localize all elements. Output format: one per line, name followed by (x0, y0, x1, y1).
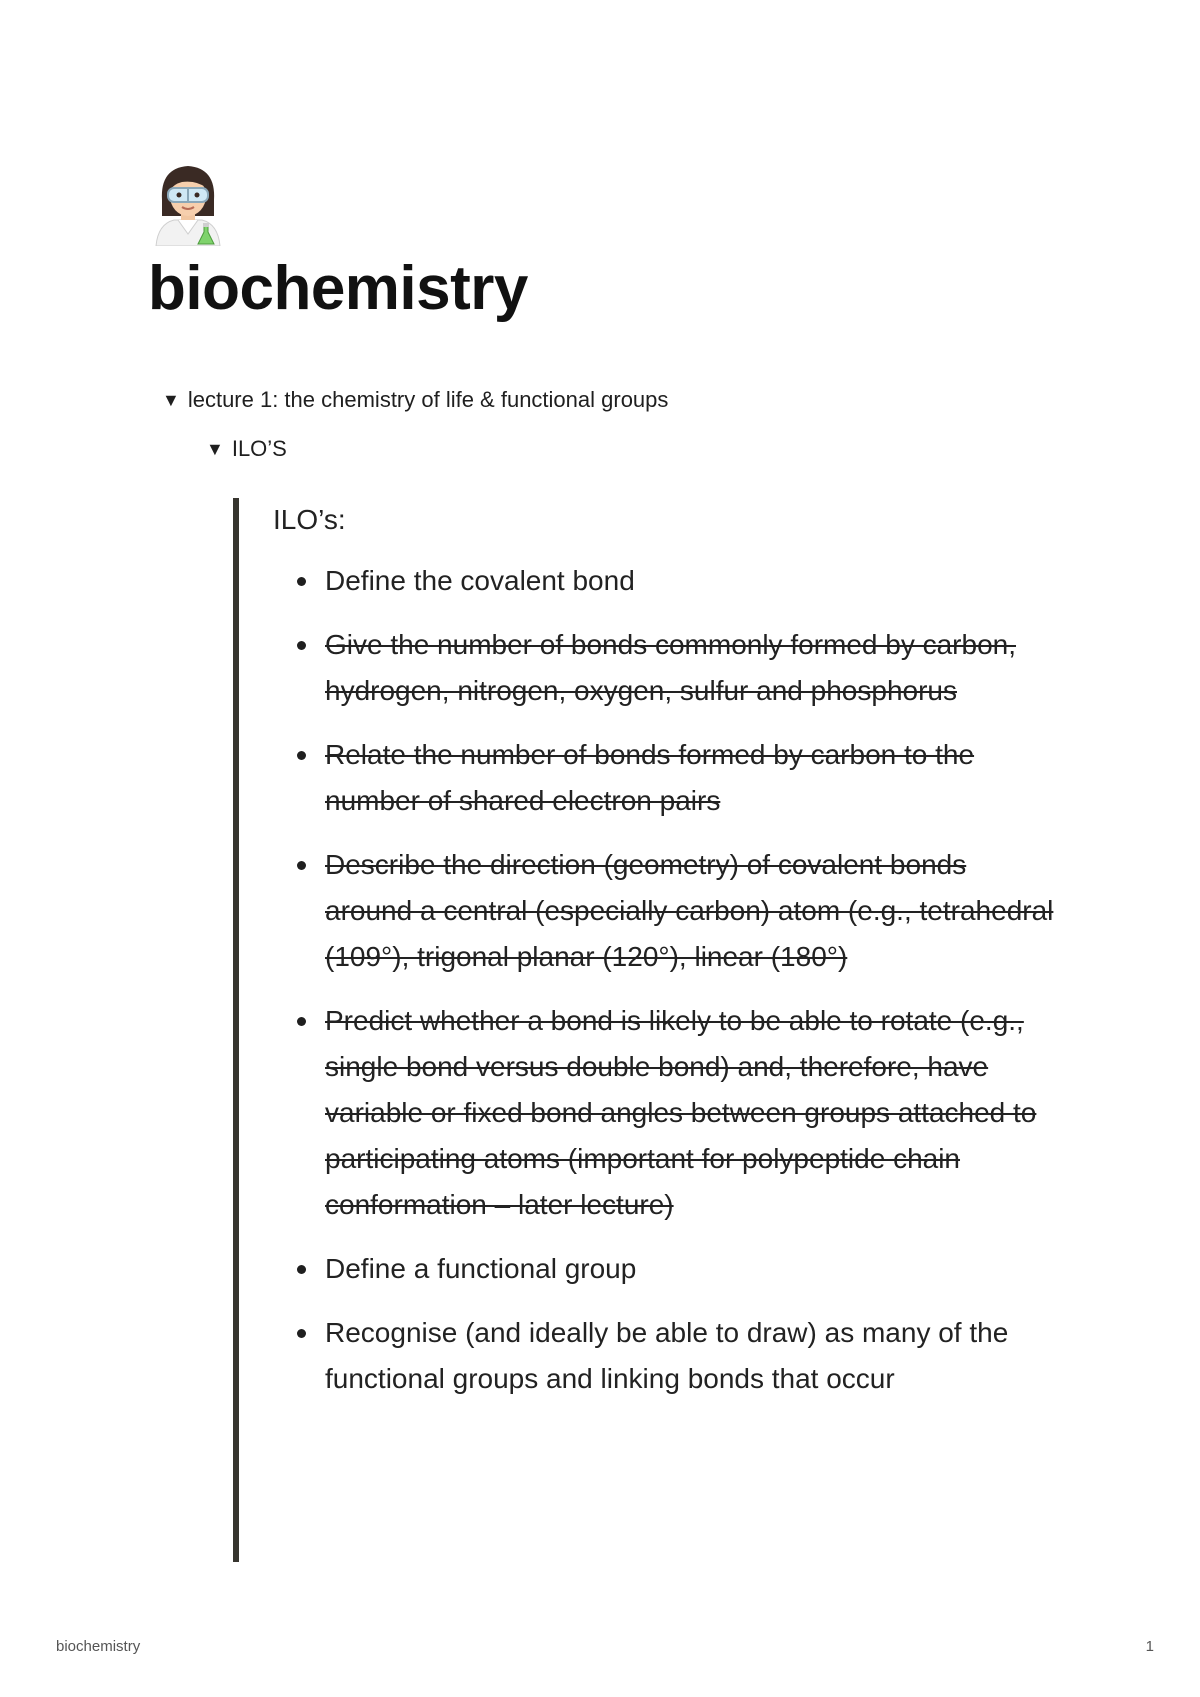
bullet-icon (297, 1017, 306, 1026)
ilo-item-text: Predict whether a bond is likely to be able to rotate (e.g., single bond versus double bond) and, therefore, have variable or fixed bond angles between groups attached to participating atoms (important for polypeptide chain conformation – later lecture) (325, 1005, 1037, 1220)
ilo-list-item (267, 558, 1057, 604)
ilo-quote-block (233, 498, 1075, 1562)
bullet-icon (297, 1329, 306, 1338)
bullet-icon (297, 751, 306, 760)
bullet-icon (297, 861, 306, 870)
ilo-list-item (267, 732, 1057, 824)
ilo-item-text: Give the number of bonds commonly formed by carbon, hydrogen, nitrogen, oxygen, sulfur and phosphorus (325, 629, 1017, 706)
ilo-item-text: Recognise (and ideally be able to draw) as many of the functional groups and linking bonds that occur (325, 1317, 1009, 1394)
ilo-list (267, 558, 1057, 1420)
bullet-icon (297, 641, 306, 650)
ilo-item-text: Relate the number of bonds formed by carbon to the number of shared electron pairs (325, 739, 975, 816)
toggle-ilos-label: ILO’S (231, 436, 287, 461)
scientist-emoji-icon (152, 160, 224, 246)
page-title: biochemistry (148, 254, 528, 323)
ilo-list-item (267, 622, 1057, 714)
ilo-item-text: Define a functional group (325, 1253, 637, 1284)
triangle-down-icon[interactable]: ▼ (162, 390, 180, 410)
toggle-lecture-1-label: lecture 1: the chemistry of life & functional groups (187, 387, 669, 412)
ilo-list-item (267, 842, 1057, 980)
triangle-down-icon[interactable]: ▼ (206, 439, 224, 459)
ilo-heading: ILO’s: (273, 504, 346, 535)
toggle-lecture-1[interactable] (162, 389, 668, 411)
toggle-ilos[interactable] (206, 438, 287, 460)
ilo-list-item (267, 998, 1057, 1228)
footer-page-number: 1 (1145, 1638, 1154, 1655)
footer-document-title: biochemistry (56, 1638, 141, 1655)
bullet-icon (297, 577, 306, 586)
bullet-icon (297, 1265, 306, 1274)
ilo-item-text: Describe the direction (geometry) of covalent bonds around a central (especially carbon) atom (e.g., tetrahedral (109°), trigonal planar (120°), linear (180°) (325, 849, 1054, 972)
ilo-list-item (267, 1310, 1057, 1402)
ilo-item-text: Define the covalent bond (325, 565, 635, 596)
ilo-list-item (267, 1246, 1057, 1292)
